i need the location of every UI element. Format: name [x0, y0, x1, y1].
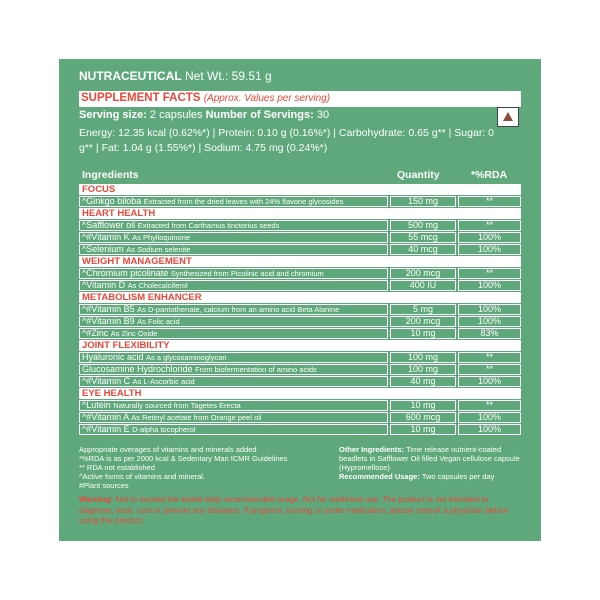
supplement-facts-bar: [79, 91, 521, 107]
ingredient-cell: [79, 424, 388, 435]
footnotes: [79, 445, 319, 490]
header-quantity: Quantity: [397, 169, 440, 181]
ingredient-rda: **: [458, 196, 521, 207]
ingredient-name: Vitamin K: [91, 232, 130, 242]
ingredient-rda: 100%: [458, 424, 521, 435]
section-title: EYE HEALTH: [82, 388, 142, 399]
ingredient-row: [79, 400, 521, 411]
section-title: JOINT FLEXIBILITY: [82, 340, 170, 351]
section-title: METABOLISM ENHANCER: [82, 292, 202, 303]
ingredient-quantity: 600 mcg: [390, 412, 456, 423]
ingredient-row: [79, 376, 521, 387]
serving-info: [79, 109, 329, 121]
ingredient-row: [79, 316, 521, 327]
ingredient-name: Hyaluronic acid: [82, 352, 144, 362]
ingredient-quantity: 5 mg: [390, 304, 456, 315]
ingredient-source: As Folic acid: [137, 317, 180, 326]
supplement-facts-title: SUPPLEMENT FACTS: [81, 92, 201, 104]
ingredient-name: Zinc: [91, 328, 109, 338]
ingredient-rda: **: [458, 268, 521, 279]
ingredient-cell: [79, 232, 388, 243]
ingredient-marker: ^#: [82, 412, 92, 422]
section-header: [79, 208, 521, 219]
footnote-line: #Plant sources: [79, 481, 129, 490]
ingredient-cell: [79, 268, 388, 279]
header-ingredients: Ingredients: [82, 169, 139, 181]
non-veg-symbol-icon: [497, 107, 519, 127]
ingredient-name: Vitamin B9: [91, 316, 135, 326]
serving-size-value: 2 capsules: [149, 109, 203, 121]
ingredient-row: [79, 196, 521, 207]
ingredient-quantity: 40 mg: [390, 376, 456, 387]
ingredient-cell: [79, 316, 388, 327]
ingredient-source: Extracted from the dried leaves with 24% flavone glycosides: [143, 197, 344, 206]
ingredient-marker: ^: [82, 244, 87, 254]
ingredient-rda: **: [458, 400, 521, 411]
ingredient-name: Ginkgo biloba: [86, 196, 142, 206]
footnote-line: ** RDA not established: [79, 463, 155, 472]
ingredient-row: [79, 280, 521, 291]
other-ingredients-label: Other Ingredients:: [339, 445, 405, 454]
ingredient-row: [79, 232, 521, 243]
ingredient-row: [79, 220, 521, 231]
ingredient-row: [79, 412, 521, 423]
ingredient-quantity: 10 mg: [390, 424, 456, 435]
ingredient-name: Chromium picolinate: [86, 268, 169, 278]
ingredient-rda: 100%: [458, 412, 521, 423]
ingredient-source: D-alpha tocopherol: [132, 425, 196, 434]
ingredient-marker: ^#: [82, 316, 92, 326]
ingredient-row: [79, 328, 521, 339]
ingredient-rda: 100%: [458, 304, 521, 315]
ingredient-name: Selenium: [86, 244, 124, 254]
ingredient-name: Glucosamine Hydrochloride: [82, 364, 193, 374]
ingredient-source: Synthesized from Picolinic acid and chromium: [170, 269, 324, 278]
sections-container: [79, 184, 521, 435]
ingredient-quantity: 500 mg: [390, 220, 456, 231]
supplement-label-panel: [59, 59, 541, 541]
energy-nutrition-line: Energy: 12.35 kcal (0.62%*) | Protein: 0.10 g (0.16%*) | Carbohydrate: 0.65 g** | Sugar: 0 g** | Fat: 1.04 g (1.55%*) | Sodium: 4.75 mg (0.24%*): [79, 127, 495, 154]
ingredient-marker: ^: [82, 400, 87, 410]
section-title: WEIGHT MANAGEMENT: [82, 256, 192, 267]
ingredient-cell: [79, 244, 388, 255]
ingredient-source: As Sodium selenite: [126, 245, 191, 254]
ingredient-quantity: 40 mcg: [390, 244, 456, 255]
ingredient-row: [79, 352, 521, 363]
ingredient-cell: [79, 364, 388, 375]
ingredients-table: [79, 167, 521, 435]
footnote-line: *%RDA is as per 2000 kcal & Sedentary Man ICMR Guidelines: [79, 454, 288, 463]
ingredient-source: Naturally sourced from Tagetes Erecta: [113, 401, 241, 410]
servings-count-label: Number of Servings:: [205, 109, 314, 121]
ingredient-row: [79, 268, 521, 279]
ingredient-source: As a glycosaminoglycan: [146, 353, 227, 362]
ingredient-source: As Cholecalciferol: [127, 281, 188, 290]
ingredient-row: [79, 244, 521, 255]
ingredient-quantity: 200 mcg: [390, 316, 456, 327]
ingredient-marker: ^#: [82, 376, 92, 386]
section-header: [79, 340, 521, 351]
ingredient-cell: [79, 196, 388, 207]
ingredient-cell: [79, 352, 388, 363]
recommended-usage-label: Recommended Usage:: [339, 472, 420, 481]
ingredient-cell: [79, 220, 388, 231]
ingredient-source: As Zinc Oxide: [110, 329, 158, 338]
ingredient-name: Vitamin E: [91, 424, 130, 434]
ingredient-marker: ^: [82, 280, 87, 290]
ingredient-rda: 83%: [458, 328, 521, 339]
ingredient-rda: **: [458, 364, 521, 375]
ingredient-cell: [79, 412, 388, 423]
section-title: HEART HEALTH: [82, 208, 156, 219]
ingredient-quantity: 200 mcg: [390, 268, 456, 279]
warning-body: Not to exceed the stated daily recommended usage. Not for medicinal use. The product is not intended to diagnose, treat, cure or prevent any diseases. If pregnant, nursing or under medication, please consult a physician before using this product.: [79, 495, 509, 525]
ingredient-marker: ^: [82, 196, 87, 206]
section-header: [79, 184, 521, 195]
section-title: FOCUS: [82, 184, 116, 195]
ingredient-rda: 100%: [458, 244, 521, 255]
ingredient-source: Extracted from Carthamus tinctorius seeds: [137, 221, 280, 230]
ingredient-rda: 100%: [458, 232, 521, 243]
ingredient-source: As Retinyl acetate from Orange peel oil: [131, 413, 262, 422]
ingredient-quantity: 10 mg: [390, 328, 456, 339]
ingredient-name: Vitamin D: [86, 280, 126, 290]
ingredient-marker: ^: [82, 268, 87, 278]
ingredient-rda: **: [458, 352, 521, 363]
section-header: [79, 388, 521, 399]
ingredient-source: As L-Ascorbic acid: [132, 377, 195, 386]
ingredient-name: Lutein: [86, 400, 111, 410]
ingredient-marker: ^#: [82, 304, 92, 314]
supplement-facts-note: (Approx. Values per serving): [203, 93, 331, 104]
ingredient-row: [79, 364, 521, 375]
net-weight: Net Wt.: 59.51 g: [185, 69, 272, 83]
ingredient-quantity: 55 mcg: [390, 232, 456, 243]
section-header: [79, 256, 521, 267]
ingredient-cell: [79, 328, 388, 339]
header-rda: *%RDA: [471, 169, 508, 181]
servings-count-value: 30: [316, 109, 330, 121]
ingredient-marker: ^: [82, 220, 87, 230]
serving-size-label: Serving size:: [79, 109, 147, 121]
ingredient-rda: **: [458, 220, 521, 231]
ingredient-name: Vitamin A: [91, 412, 129, 422]
ingredient-name: Vitamin C: [91, 376, 131, 386]
ingredient-row: [79, 304, 521, 315]
ingredient-marker: ^#: [82, 232, 92, 242]
ingredient-rda: 100%: [458, 280, 521, 291]
ingredient-marker: ^#: [82, 328, 92, 338]
ingredient-quantity: 150 mg: [390, 196, 456, 207]
warning-text: [79, 495, 525, 527]
ingredient-row: [79, 424, 521, 435]
ingredient-quantity: 100 mg: [390, 364, 456, 375]
ingredient-rda: 100%: [458, 316, 521, 327]
ingredient-quantity: 400 IU: [390, 280, 456, 291]
other-ingredients: [339, 445, 529, 481]
ingredient-quantity: 100 mg: [390, 352, 456, 363]
table-header: [79, 167, 521, 183]
ingredient-cell: [79, 280, 388, 291]
ingredient-marker: ^#: [82, 424, 92, 434]
warning-label: Warning:: [79, 495, 114, 504]
footnote-line: ^Active forms of vitamins and mineral.: [79, 472, 206, 481]
footnote-line: Appropriate overages of vitamins and minerals added: [79, 445, 257, 454]
ingredient-rda: 100%: [458, 376, 521, 387]
ingredient-name: Vitamin B5: [91, 304, 135, 314]
ingredient-name: Safflower oil: [86, 220, 136, 230]
ingredient-source: From biofermentation of amino acids: [195, 365, 317, 374]
recommended-usage-text: Two capsules per day: [421, 472, 495, 481]
ingredient-source: As D-pantothenate, calcium from an amino acid Beta Alanine: [137, 305, 340, 314]
ingredient-cell: [79, 400, 388, 411]
ingredient-cell: [79, 304, 388, 315]
section-header: [79, 292, 521, 303]
category-text: NUTRACEUTICAL: [79, 69, 182, 83]
ingredient-cell: [79, 376, 388, 387]
ingredient-source: As Phylloquinone: [132, 233, 191, 242]
other-ingredients-text: Time release nutrient-coated beadlets in Safflower Oil filled Vegan cellulose capsule (Hypromellose): [339, 445, 520, 472]
ingredient-quantity: 10 mg: [390, 400, 456, 411]
product-title: [79, 69, 272, 83]
